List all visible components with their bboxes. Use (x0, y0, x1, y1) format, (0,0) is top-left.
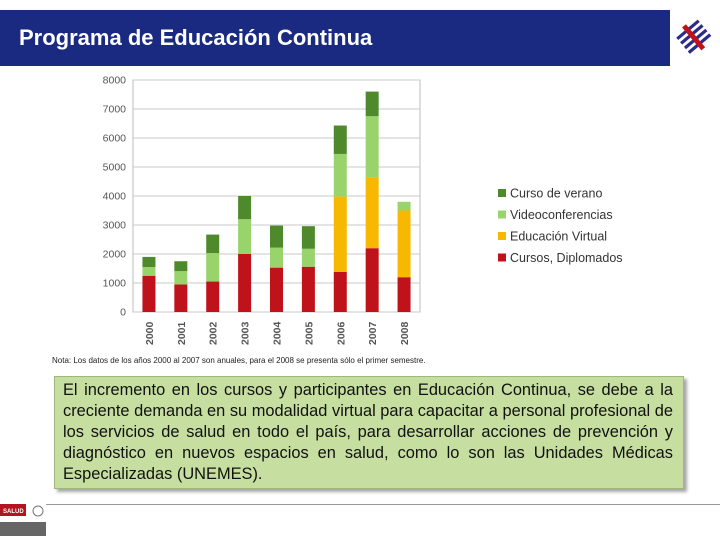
bar-segment (238, 254, 251, 312)
x-tick-label: 2002 (207, 321, 220, 345)
legend (498, 187, 623, 266)
bar-segment (302, 226, 315, 249)
bar-segment (174, 261, 187, 271)
bar-segment (270, 268, 283, 312)
y-tick-label: 3000 (102, 219, 126, 232)
bar-segment (174, 284, 187, 312)
summary-text: El incremento en los cursos y participantes en Educación Continua, se debe a la creciente demanda en su modalidad virtual para capacitar a personal profesional de los servicios de salud en todo el país, para desarrollar acciones de prevención y diagnóstico en nuevos espacios en salud, como lo son las Unidades Médicas Especializadas (UNEMES). (63, 381, 673, 483)
legend-label: Educación Virtual (510, 229, 608, 244)
bar-segment (366, 248, 379, 312)
bar-segment (270, 248, 283, 268)
legend-swatch (498, 211, 506, 219)
bar-segment (206, 253, 219, 281)
legend-swatch (498, 189, 506, 197)
y-tick-label: 7000 (102, 103, 126, 116)
bar-segment (302, 249, 315, 267)
y-tick-label: 4000 (102, 190, 126, 203)
bar-segment (142, 257, 155, 267)
bar-segment (366, 177, 379, 248)
x-axis (144, 321, 411, 345)
y-tick-label: 5000 (102, 161, 126, 174)
y-tick-label: 6000 (102, 132, 126, 145)
bar-segment (302, 267, 315, 312)
bar-segment (334, 197, 347, 272)
x-tick-label: 2004 (271, 321, 284, 345)
x-tick-label: 2003 (239, 321, 252, 345)
legend-swatch (498, 254, 506, 262)
bar-segment (334, 154, 347, 197)
legend-label: Cursos, Diplomados (510, 251, 623, 265)
x-tick-label: 2005 (303, 321, 316, 345)
bar-segment (238, 196, 251, 219)
y-tick-label: 0 (120, 306, 126, 319)
bars-layer (142, 92, 410, 312)
bar-segment (238, 219, 251, 254)
page-title: Programa de Educación Continua (19, 25, 373, 50)
y-tick-label: 2000 (102, 248, 126, 261)
bar-segment (398, 211, 411, 278)
bar-segment (142, 276, 155, 312)
x-tick-label: 2007 (367, 321, 380, 345)
bar-segment (270, 226, 283, 248)
bar-segment (174, 271, 187, 284)
bar-segment (142, 267, 155, 276)
y-tick-label: 8000 (102, 74, 126, 87)
salud-logo (0, 502, 46, 536)
bar-segment (398, 277, 411, 312)
x-tick-label: 2000 (143, 321, 156, 345)
y-tick-label: 1000 (102, 277, 126, 290)
x-tick-label: 2001 (175, 321, 188, 345)
legend-label: Videoconferencias (510, 208, 613, 222)
y-axis (103, 75, 127, 319)
bar-segment (206, 282, 219, 312)
bar-segment (334, 126, 347, 154)
bar-segment (206, 235, 219, 254)
chart-note: Nota: Los datos de los años 2000 al 2007 son anuales, para el 2008 se presenta sólo el primer semestre. (52, 356, 426, 365)
salud-logo-text: SALUD (3, 509, 24, 515)
bar-segment (334, 272, 347, 312)
x-tick-label: 2006 (335, 321, 348, 345)
bar-segment (366, 116, 379, 177)
summary-textbox (54, 376, 684, 489)
legend-swatch (498, 232, 506, 240)
footer-divider (46, 504, 720, 505)
bar-segment (398, 202, 411, 211)
bar-segment (366, 92, 379, 117)
legend-label: Curso de verano (510, 186, 603, 201)
x-tick-label: 2008 (399, 321, 412, 345)
